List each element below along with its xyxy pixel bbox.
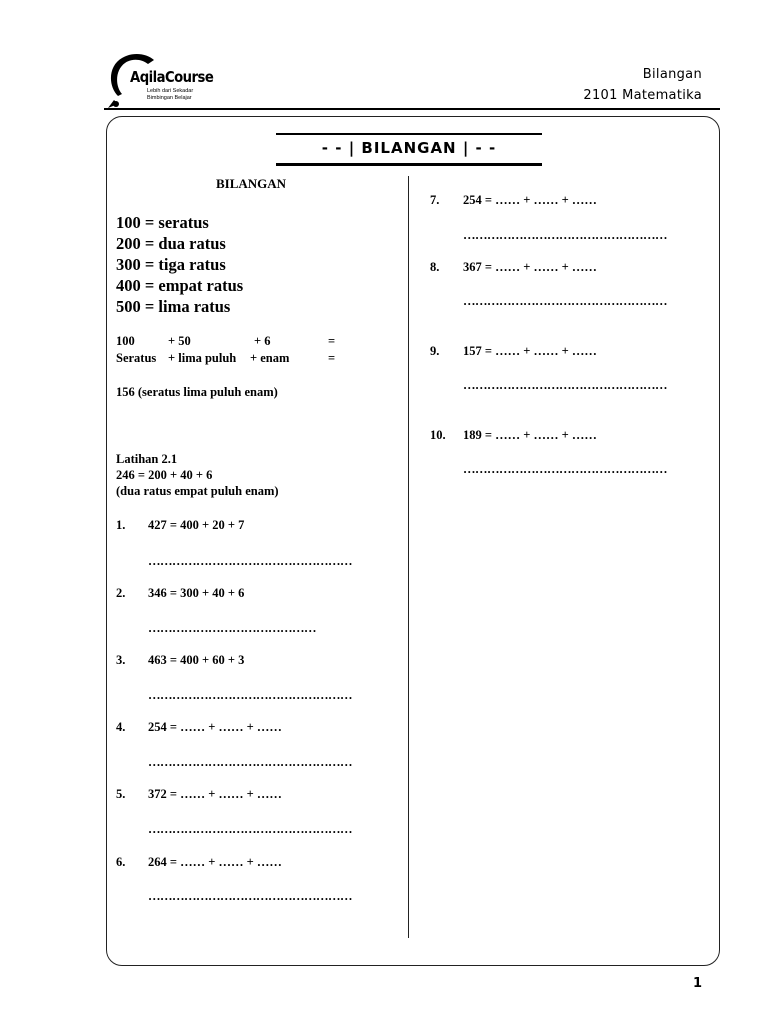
question-number: 1. [116,518,126,532]
question-number: 5. [116,787,126,801]
question-number: 2. [116,586,126,600]
answer-line[interactable]: …………………………………………… [463,462,667,476]
exercise-intro [116,451,279,499]
sum-equals: = [328,334,336,348]
question-equation: 346 = 300 + 40 + 6 [148,586,245,600]
column-divider [408,176,409,938]
banner-bottom-rule [276,163,542,166]
number-word: 400 = empat ratus [116,276,244,295]
answer-line[interactable]: …………………………………………… [148,755,352,769]
answer-line[interactable]: …………………………………… [148,621,316,635]
page-title: - - | BILANGAN | - - [321,139,497,157]
question-equation: 264 = …… + …… + …… [148,855,282,869]
section-subheading: BILANGAN [216,176,287,191]
question-equation: 254 = …… + …… + …… [148,720,282,734]
question-number: 6. [116,855,126,869]
answer-line[interactable]: …………………………………………… [148,554,352,568]
aqilacourse-logo [104,50,234,112]
example-answer: 156 (seratus lima puluh enam) [116,385,278,399]
sum-word: + lima puluh [168,351,237,365]
page-number: 1 [692,976,702,991]
answer-line[interactable]: …………………………………………… [463,294,667,308]
answer-line[interactable]: …………………………………………… [148,889,352,903]
question-number: 8. [430,260,440,274]
number-words-list [116,212,243,317]
answer-line[interactable]: …………………………………………… [148,688,352,702]
number-word: 300 = tiga ratus [116,255,226,274]
exercise-example-words: (dua ratus empat puluh enam) [116,484,279,498]
exercise-title: Latihan 2.1 [116,452,178,466]
logo-tagline-1: Lebih dari Sekadar [147,88,194,94]
number-word: 100 = seratus [116,213,209,232]
question-equation: 254 = …… + …… + …… [463,193,597,207]
logo-tagline-2: Bimbingan Belajar [147,95,192,101]
number-word: 200 = dua ratus [116,234,226,253]
question-equation: 372 = …… + …… + …… [148,787,282,801]
banner-top-rule [276,133,542,135]
question-equation: 189 = …… + …… + …… [463,428,597,442]
logo-title: AqilaCourse [130,68,214,86]
header-topic: Bilangan [642,67,702,82]
question-number: 3. [116,653,126,667]
sum-word: Seratus [116,351,157,365]
answer-line[interactable]: …………………………………………… [463,228,667,242]
answer-line[interactable]: …………………………………………… [463,378,667,392]
question-equation: 367 = …… + …… + …… [463,260,597,274]
sum-term: + 50 [168,334,191,348]
question-equation: 157 = …… + …… + …… [463,344,597,358]
exercise-example-equation: 246 = 200 + 40 + 6 [116,468,213,482]
answer-line[interactable]: …………………………………………… [148,822,352,836]
question-number: 4. [116,720,126,734]
sum-term: 100 [116,334,135,348]
sum-equals: = [328,351,336,365]
question-number: 10. [430,428,446,442]
question-number: 7. [430,193,440,207]
number-word: 500 = lima ratus [116,297,231,316]
header-course: 2101 Matematika [583,88,702,103]
header-rule [104,108,720,110]
header-info [583,64,702,106]
question-number: 9. [430,344,440,358]
sum-word: + enam [250,351,290,365]
question-equation: 427 = 400 + 20 + 7 [148,518,245,532]
question-equation: 463 = 400 + 60 + 3 [148,653,245,667]
sum-term: + 6 [254,334,271,348]
